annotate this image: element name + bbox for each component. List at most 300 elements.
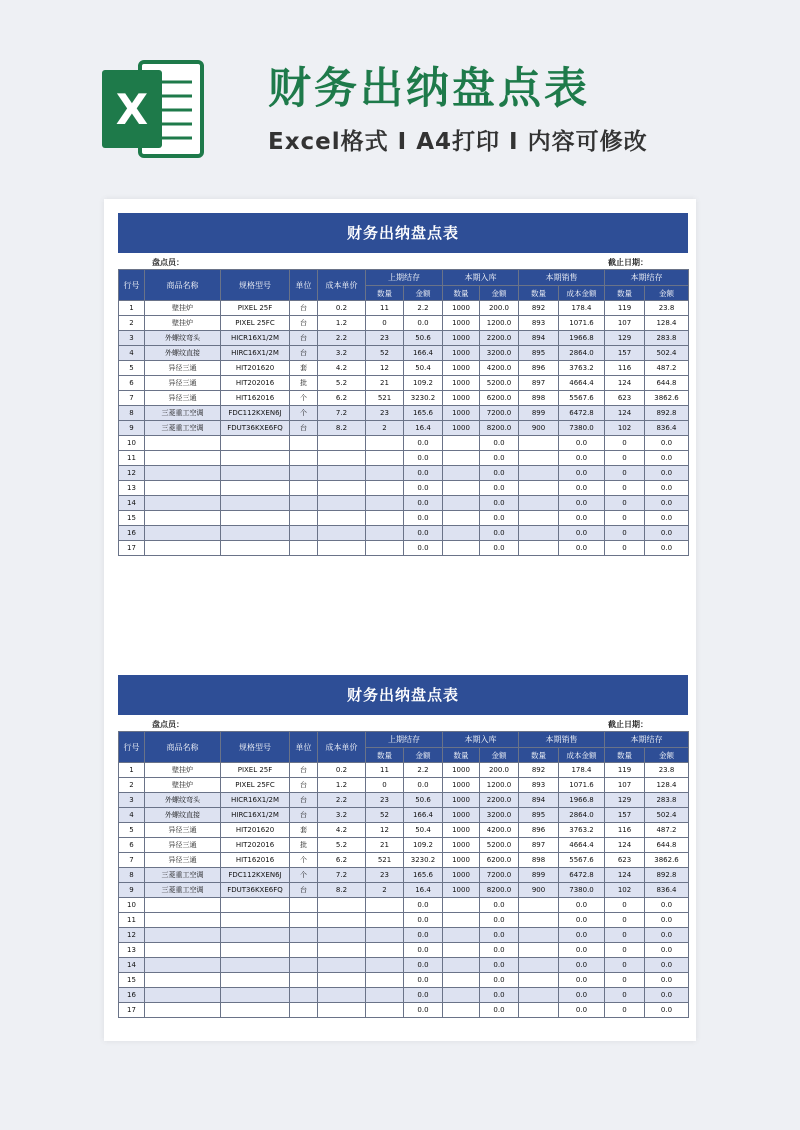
table-cell[interactable]: 7 [119,853,145,868]
table-cell[interactable] [443,496,480,511]
table-cell[interactable]: 283.8 [645,331,689,346]
table-cell[interactable]: 6200.0 [480,853,519,868]
table-cell[interactable]: 0.0 [559,526,605,541]
table-cell[interactable]: HIRC16X1/2M [221,346,290,361]
table-cell[interactable]: 6472.8 [559,406,605,421]
table-cell[interactable] [221,481,290,496]
table-cell[interactable]: 台 [290,883,318,898]
table-cell[interactable]: 7380.0 [559,883,605,898]
table-cell[interactable]: 1966.8 [559,793,605,808]
table-cell[interactable] [221,898,290,913]
table-cell[interactable] [221,436,290,451]
table-cell[interactable]: 12 [119,466,145,481]
table-cell[interactable]: 1000 [443,883,480,898]
table-cell[interactable]: HIT201620 [221,361,290,376]
table-cell[interactable] [145,451,221,466]
table-cell[interactable] [318,511,366,526]
table-cell[interactable] [318,541,366,556]
table-cell[interactable]: 0.0 [645,958,689,973]
table-cell[interactable]: 8200.0 [480,883,519,898]
table-cell[interactable]: 3200.0 [480,346,519,361]
table-cell[interactable]: 200.0 [480,763,519,778]
table-cell[interactable]: 102 [605,883,645,898]
table-cell[interactable]: 0.0 [559,898,605,913]
table-cell[interactable] [221,913,290,928]
table-cell[interactable]: 487.2 [645,361,689,376]
table-cell[interactable]: 台 [290,346,318,361]
table-cell[interactable]: 521 [366,853,404,868]
table-cell[interactable]: 157 [605,808,645,823]
table-cell[interactable]: 0.0 [404,481,443,496]
table-cell[interactable]: 0.0 [404,913,443,928]
table-cell[interactable]: 1000 [443,376,480,391]
table-cell[interactable]: 14 [119,496,145,511]
table-cell[interactable] [290,526,318,541]
table-cell[interactable]: 0.0 [645,1003,689,1018]
table-cell[interactable] [519,988,559,1003]
table-cell[interactable] [443,928,480,943]
table-cell[interactable]: 124 [605,868,645,883]
table-cell[interactable] [519,1003,559,1018]
table-cell[interactable]: 10 [119,436,145,451]
table-cell[interactable]: 0 [605,958,645,973]
table-cell[interactable]: 895 [519,346,559,361]
table-cell[interactable] [290,898,318,913]
table-cell[interactable]: 0.0 [645,496,689,511]
table-cell[interactable]: 1200.0 [480,778,519,793]
table-cell[interactable]: 896 [519,823,559,838]
table-cell[interactable] [221,928,290,943]
table-cell[interactable] [443,481,480,496]
table-cell[interactable]: 836.4 [645,883,689,898]
table-cell[interactable] [443,913,480,928]
table-cell[interactable]: 5200.0 [480,376,519,391]
table-cell[interactable]: 102 [605,421,645,436]
table-cell[interactable]: 165.6 [404,406,443,421]
table-cell[interactable]: 0 [605,898,645,913]
table-cell[interactable]: 892 [519,763,559,778]
table-cell[interactable]: 3230.2 [404,853,443,868]
table-cell[interactable]: 0.0 [404,973,443,988]
table-cell[interactable] [366,511,404,526]
table-cell[interactable]: PIXEL 25FC [221,316,290,331]
table-cell[interactable]: 11 [366,763,404,778]
table-cell[interactable]: 6.2 [318,391,366,406]
table-cell[interactable]: 0.0 [645,898,689,913]
table-cell[interactable] [318,436,366,451]
table-cell[interactable] [519,943,559,958]
table-cell[interactable]: 2 [119,316,145,331]
table-cell[interactable]: 0.0 [480,481,519,496]
table-cell[interactable]: 521 [366,391,404,406]
table-cell[interactable] [318,526,366,541]
table-cell[interactable] [519,898,559,913]
table-cell[interactable] [366,928,404,943]
table-cell[interactable]: 894 [519,331,559,346]
table-cell[interactable]: 16.4 [404,883,443,898]
table-cell[interactable]: 0.0 [480,913,519,928]
table-cell[interactable] [145,496,221,511]
table-cell[interactable]: 1000 [443,406,480,421]
table-cell[interactable]: 外螺纹弯头 [145,331,221,346]
table-cell[interactable]: 502.4 [645,346,689,361]
table-cell[interactable]: 896 [519,361,559,376]
table-cell[interactable]: 107 [605,778,645,793]
table-cell[interactable]: 3.2 [318,346,366,361]
table-cell[interactable]: 0.0 [404,526,443,541]
table-cell[interactable]: 0 [605,943,645,958]
table-cell[interactable]: 异径三通 [145,391,221,406]
table-cell[interactable]: 2200.0 [480,331,519,346]
table-cell[interactable]: 8 [119,406,145,421]
table-cell[interactable] [519,451,559,466]
table-cell[interactable]: 1000 [443,346,480,361]
table-cell[interactable]: 16 [119,988,145,1003]
table-cell[interactable]: 8200.0 [480,421,519,436]
table-cell[interactable] [221,988,290,1003]
table-cell[interactable]: 23 [366,331,404,346]
table-cell[interactable] [145,466,221,481]
table-cell[interactable]: 7200.0 [480,868,519,883]
table-cell[interactable]: 892 [519,301,559,316]
table-cell[interactable]: 套 [290,361,318,376]
table-cell[interactable] [366,958,404,973]
table-cell[interactable]: 0.0 [404,511,443,526]
table-cell[interactable]: 1 [119,301,145,316]
table-cell[interactable] [290,511,318,526]
table-cell[interactable]: 0.0 [559,928,605,943]
table-cell[interactable] [443,943,480,958]
table-cell[interactable]: 0.0 [559,481,605,496]
table-cell[interactable]: 0 [605,988,645,1003]
table-cell[interactable]: 异径三通 [145,361,221,376]
table-cell[interactable]: 3763.2 [559,361,605,376]
table-cell[interactable]: 0.0 [404,898,443,913]
table-cell[interactable]: 2.2 [318,331,366,346]
table-cell[interactable] [290,496,318,511]
table-cell[interactable]: 6472.8 [559,868,605,883]
table-cell[interactable]: 0.0 [645,928,689,943]
table-cell[interactable]: 3 [119,793,145,808]
table-cell[interactable]: FDUT36KXE6FQ [221,883,290,898]
table-cell[interactable]: 1966.8 [559,331,605,346]
table-cell[interactable]: HIT202016 [221,376,290,391]
table-cell[interactable]: FDC112KXEN6J [221,868,290,883]
table-cell[interactable]: 623 [605,391,645,406]
table-cell[interactable]: 0 [605,973,645,988]
table-cell[interactable]: 487.2 [645,823,689,838]
table-cell[interactable]: 壁挂炉 [145,778,221,793]
table-cell[interactable]: 1 [119,763,145,778]
table-cell[interactable]: 2.2 [404,763,443,778]
table-cell[interactable]: 23.8 [645,301,689,316]
table-cell[interactable]: PIXEL 25F [221,763,290,778]
table-cell[interactable] [145,526,221,541]
table-cell[interactable] [145,511,221,526]
table-cell[interactable]: 0.0 [480,973,519,988]
table-cell[interactable]: 178.4 [559,301,605,316]
table-cell[interactable]: 批 [290,838,318,853]
table-cell[interactable] [443,436,480,451]
table-cell[interactable]: 1000 [443,808,480,823]
table-cell[interactable]: 8 [119,868,145,883]
table-cell[interactable] [366,466,404,481]
table-cell[interactable]: 0.0 [645,973,689,988]
table-cell[interactable]: 0.0 [480,958,519,973]
table-cell[interactable]: 台 [290,331,318,346]
table-cell[interactable]: 5 [119,361,145,376]
table-cell[interactable]: 1.2 [318,778,366,793]
table-cell[interactable] [290,451,318,466]
table-cell[interactable]: 8.2 [318,883,366,898]
table-cell[interactable] [145,958,221,973]
table-cell[interactable] [290,1003,318,1018]
table-cell[interactable] [318,943,366,958]
table-cell[interactable]: 2200.0 [480,793,519,808]
table-cell[interactable] [290,973,318,988]
table-cell[interactable]: 1000 [443,763,480,778]
table-cell[interactable] [221,541,290,556]
table-cell[interactable]: 116 [605,823,645,838]
table-cell[interactable]: 4.2 [318,823,366,838]
table-cell[interactable]: 1000 [443,823,480,838]
table-cell[interactable]: 个 [290,868,318,883]
table-cell[interactable]: 0.0 [480,526,519,541]
table-cell[interactable]: 批 [290,376,318,391]
table-cell[interactable] [519,526,559,541]
table-cell[interactable]: 5200.0 [480,838,519,853]
table-cell[interactable]: 50.6 [404,793,443,808]
table-cell[interactable]: 0.0 [645,988,689,1003]
table-cell[interactable] [318,973,366,988]
table-cell[interactable]: 165.6 [404,868,443,883]
table-cell[interactable] [443,988,480,1003]
table-cell[interactable]: 124 [605,376,645,391]
table-cell[interactable]: HICR16X1/2M [221,331,290,346]
table-cell[interactable]: 1000 [443,838,480,853]
table-cell[interactable]: 0.0 [559,958,605,973]
table-cell[interactable]: 52 [366,808,404,823]
table-cell[interactable] [366,481,404,496]
table-cell[interactable]: 0.0 [559,496,605,511]
table-cell[interactable]: 50.6 [404,331,443,346]
table-cell[interactable]: 三菱重工空调 [145,421,221,436]
table-cell[interactable]: 0 [605,496,645,511]
table-cell[interactable]: 异径三通 [145,838,221,853]
table-cell[interactable]: 台 [290,316,318,331]
table-cell[interactable]: 4200.0 [480,823,519,838]
table-cell[interactable]: 壁挂炉 [145,316,221,331]
table-cell[interactable]: 2 [366,421,404,436]
table-cell[interactable]: 0 [605,526,645,541]
table-cell[interactable] [519,541,559,556]
table-cell[interactable]: 5567.6 [559,391,605,406]
table-cell[interactable] [366,496,404,511]
table-cell[interactable] [145,973,221,988]
table-cell[interactable] [290,541,318,556]
table-cell[interactable] [145,1003,221,1018]
table-cell[interactable]: 0.0 [404,928,443,943]
table-cell[interactable]: 0.0 [480,898,519,913]
table-cell[interactable]: 0.0 [480,436,519,451]
table-cell[interactable]: 0.0 [404,958,443,973]
table-cell[interactable]: 0 [605,511,645,526]
table-cell[interactable] [519,466,559,481]
table-cell[interactable]: 898 [519,391,559,406]
table-cell[interactable] [519,481,559,496]
table-cell[interactable]: 16.4 [404,421,443,436]
table-cell[interactable]: 1000 [443,778,480,793]
table-cell[interactable]: 7.2 [318,868,366,883]
table-cell[interactable] [519,436,559,451]
table-cell[interactable]: 5.2 [318,838,366,853]
table-cell[interactable]: 1000 [443,421,480,436]
table-cell[interactable]: 119 [605,301,645,316]
table-cell[interactable] [443,526,480,541]
table-cell[interactable]: 52 [366,346,404,361]
table-cell[interactable] [318,988,366,1003]
table-cell[interactable]: 0 [605,928,645,943]
table-cell[interactable]: 3763.2 [559,823,605,838]
table-cell[interactable] [221,466,290,481]
table-cell[interactable] [318,898,366,913]
table-cell[interactable]: HICR16X1/2M [221,793,290,808]
table-cell[interactable]: 3.2 [318,808,366,823]
table-cell[interactable] [145,481,221,496]
table-cell[interactable]: FDUT36KXE6FQ [221,421,290,436]
table-cell[interactable]: 1000 [443,301,480,316]
table-cell[interactable]: 0 [605,541,645,556]
table-cell[interactable] [318,958,366,973]
table-cell[interactable]: 6.2 [318,853,366,868]
table-cell[interactable]: HIT162016 [221,391,290,406]
table-cell[interactable] [443,466,480,481]
table-cell[interactable] [366,913,404,928]
table-cell[interactable]: 0.0 [480,511,519,526]
table-cell[interactable]: 4.2 [318,361,366,376]
table-cell[interactable]: 套 [290,823,318,838]
table-cell[interactable] [366,988,404,1003]
table-cell[interactable] [519,913,559,928]
table-cell[interactable]: 0 [605,913,645,928]
table-cell[interactable]: 4200.0 [480,361,519,376]
table-cell[interactable]: 0.0 [480,541,519,556]
table-cell[interactable]: 129 [605,793,645,808]
table-cell[interactable]: 个 [290,406,318,421]
table-cell[interactable]: 892.8 [645,406,689,421]
table-cell[interactable]: 3200.0 [480,808,519,823]
table-cell[interactable]: 10 [119,898,145,913]
table-cell[interactable]: 异径三通 [145,853,221,868]
table-cell[interactable]: 23 [366,868,404,883]
table-cell[interactable]: 台 [290,778,318,793]
table-cell[interactable]: 3862.6 [645,853,689,868]
table-cell[interactable] [145,436,221,451]
table-cell[interactable]: 6 [119,838,145,853]
table-cell[interactable]: 116 [605,361,645,376]
table-cell[interactable]: 1000 [443,391,480,406]
table-cell[interactable]: 异径三通 [145,376,221,391]
table-cell[interactable]: 三菱重工空调 [145,406,221,421]
table-cell[interactable]: 异径三通 [145,823,221,838]
table-cell[interactable]: 900 [519,883,559,898]
table-cell[interactable]: 12 [366,361,404,376]
table-cell[interactable] [318,913,366,928]
table-cell[interactable]: 894 [519,793,559,808]
table-cell[interactable]: 台 [290,808,318,823]
table-cell[interactable]: 1071.6 [559,316,605,331]
table-cell[interactable]: 895 [519,808,559,823]
table-cell[interactable]: 0.0 [645,541,689,556]
table-cell[interactable]: 157 [605,346,645,361]
table-cell[interactable]: 0 [605,466,645,481]
table-cell[interactable]: 124 [605,406,645,421]
table-cell[interactable]: 9 [119,883,145,898]
table-cell[interactable] [366,943,404,958]
table-cell[interactable]: 129 [605,331,645,346]
table-cell[interactable] [318,928,366,943]
table-cell[interactable]: 7 [119,391,145,406]
table-cell[interactable]: 11 [119,451,145,466]
table-cell[interactable] [145,913,221,928]
table-cell[interactable]: 0.0 [480,466,519,481]
table-cell[interactable] [519,928,559,943]
table-cell[interactable] [221,451,290,466]
table-cell[interactable] [519,511,559,526]
table-cell[interactable] [145,943,221,958]
table-cell[interactable] [290,988,318,1003]
table-cell[interactable]: 0.0 [480,943,519,958]
table-cell[interactable] [443,511,480,526]
table-cell[interactable]: 0.0 [559,511,605,526]
table-cell[interactable]: 0.0 [404,316,443,331]
table-cell[interactable] [366,451,404,466]
table-cell[interactable]: HIT162016 [221,853,290,868]
table-cell[interactable] [290,928,318,943]
table-cell[interactable]: 3862.6 [645,391,689,406]
table-cell[interactable] [221,973,290,988]
table-cell[interactable]: 0.0 [404,466,443,481]
table-cell[interactable]: 5567.6 [559,853,605,868]
table-cell[interactable]: 7380.0 [559,421,605,436]
table-cell[interactable]: 2 [366,883,404,898]
table-cell[interactable]: 0.2 [318,301,366,316]
table-cell[interactable]: 5.2 [318,376,366,391]
table-cell[interactable]: 13 [119,481,145,496]
table-cell[interactable] [290,958,318,973]
table-cell[interactable]: 1000 [443,361,480,376]
table-cell[interactable]: 0.0 [404,943,443,958]
table-cell[interactable]: 124 [605,838,645,853]
table-cell[interactable]: 15 [119,511,145,526]
table-cell[interactable]: 0.0 [559,913,605,928]
table-cell[interactable]: 898 [519,853,559,868]
table-cell[interactable]: 899 [519,868,559,883]
table-cell[interactable]: 0.0 [559,466,605,481]
table-cell[interactable]: 0.0 [480,1003,519,1018]
table-cell[interactable] [519,973,559,988]
table-cell[interactable]: 0.0 [404,496,443,511]
table-cell[interactable] [318,496,366,511]
table-cell[interactable]: 12 [119,928,145,943]
table-cell[interactable]: 0.0 [404,436,443,451]
table-cell[interactable]: 119 [605,763,645,778]
table-cell[interactable]: 897 [519,838,559,853]
table-cell[interactable]: 0.0 [645,913,689,928]
table-cell[interactable]: 23 [366,406,404,421]
table-cell[interactable] [366,898,404,913]
table-cell[interactable]: HIRC16X1/2M [221,808,290,823]
